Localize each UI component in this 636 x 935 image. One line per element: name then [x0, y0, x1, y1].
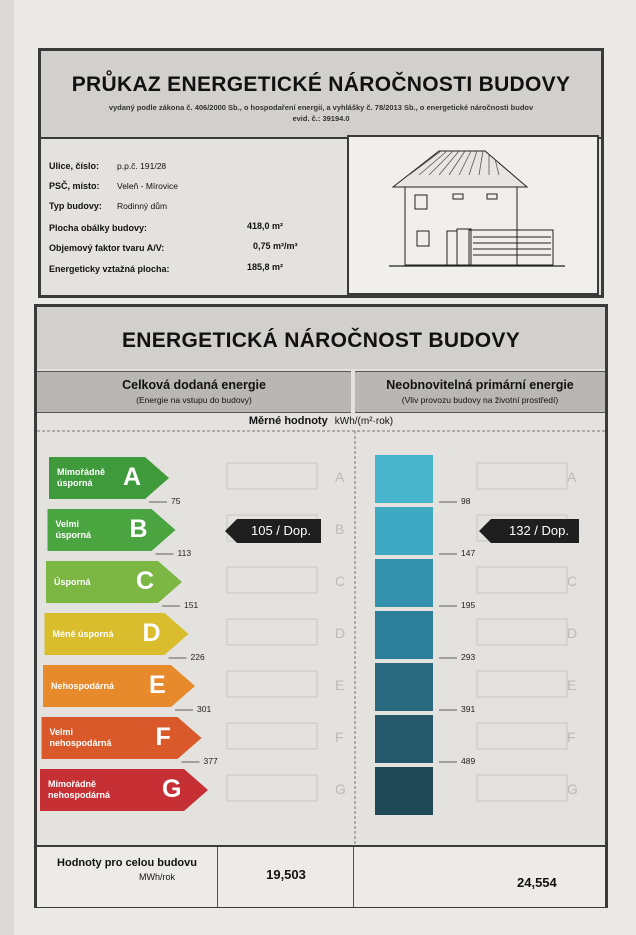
class-desc-e: Nehospodárná	[51, 681, 115, 691]
header-band	[41, 51, 601, 139]
ghost-right-g: G	[567, 781, 578, 797]
class-label-g	[48, 769, 212, 811]
left-threshold-c: 151	[184, 600, 199, 610]
ghost-box	[477, 619, 567, 645]
evidence-number: evid. č.: 39194.0	[292, 114, 350, 123]
certificate-header-box	[38, 48, 604, 298]
primary-energy-bar-g	[375, 767, 433, 815]
scale-graphic	[37, 307, 605, 905]
class-label-e	[51, 665, 199, 707]
rating-indicator-pointer	[225, 519, 237, 543]
class-label-c	[54, 561, 186, 603]
class-letter-c: C	[136, 567, 155, 595]
ghost-box	[227, 567, 317, 593]
right-threshold-e: 391	[461, 704, 476, 714]
left-threshold-a: 75	[171, 496, 181, 506]
primary-energy-bar-b	[375, 507, 433, 555]
class-label-b	[56, 509, 180, 551]
info-label-zip: PSČ, místo:	[49, 181, 100, 191]
certificate-title: PRŮKAZ ENERGETICKÉ NÁROČNOSTI BUDOVY	[71, 73, 571, 96]
ghost-left-a: A	[335, 469, 345, 485]
legal-subtitle: vydaný podle zákona č. 406/2000 Sb., o hospodaření energií, a vyhlášky č. 78/2013 Sb., o energetické náročnosti budov	[108, 103, 534, 112]
info-label-shape-factor: Objemový faktor tvaru A/V:	[49, 243, 165, 253]
ghost-box	[477, 463, 567, 489]
ghost-right-f: F	[567, 729, 576, 745]
info-label-type: Typ budovy:	[49, 201, 102, 211]
info-label-envelope: Plocha obálky budovy:	[49, 223, 148, 233]
totals-left-cell	[219, 847, 354, 907]
class-desc2-f: nehospodárná	[49, 738, 112, 748]
totals-label: Hodnoty pro celou budovu	[57, 857, 197, 869]
primary-energy-bar-e	[375, 663, 433, 711]
left-rating-indicator	[237, 519, 321, 543]
left-column-title: Celková dodaná energie	[122, 378, 266, 392]
ghost-left-b: B	[335, 521, 345, 537]
right-rating-value: 132 / Dop.	[509, 523, 569, 538]
info-value-type: Rodinný dům	[117, 201, 168, 211]
specific-values-unit: kWh/(m²·rok)	[334, 416, 394, 427]
right-threshold-b: 147	[461, 548, 476, 558]
totals-label-cell	[37, 847, 218, 907]
totals-left-value: 19,503	[266, 867, 306, 882]
ghost-box	[227, 463, 317, 489]
ghost-box	[227, 723, 317, 749]
house-drawing-frame	[347, 135, 599, 295]
ghost-box	[477, 671, 567, 697]
class-desc-b: Velmi	[55, 519, 80, 529]
class-desc-c: Úsporná	[54, 577, 91, 587]
ghost-box	[477, 567, 567, 593]
ghost-right-c: C	[567, 573, 578, 589]
specific-values-label: Měrné hodnoty	[248, 415, 328, 427]
primary-energy-bar-f	[375, 715, 433, 763]
class-label-a	[57, 457, 173, 499]
info-label-street: Ulice, číslo:	[49, 161, 100, 171]
ghost-left-g: G	[335, 781, 346, 797]
totals-unit: MWh/rok	[139, 872, 175, 882]
info-value-street: p.p.č. 191/28	[117, 161, 167, 171]
ghost-box	[227, 671, 317, 697]
primary-energy-bar-d	[375, 611, 433, 659]
right-threshold-d: 293	[461, 652, 476, 662]
class-letter-f: F	[155, 723, 171, 751]
class-desc-a: Mimořádně	[57, 467, 106, 477]
class-letter-e: E	[149, 671, 166, 699]
class-desc-d: Méně úsporná	[52, 629, 114, 639]
totals-row	[37, 845, 605, 907]
class-label-f	[50, 717, 206, 759]
ghost-box	[227, 619, 317, 645]
left-threshold-d: 226	[190, 652, 205, 662]
section-title: ENERGETICKÁ NÁROČNOST BUDOVY	[121, 329, 521, 352]
info-value-zip: Veleň - Mírovice	[117, 181, 178, 191]
info-label-area: Energeticky vztažná plocha:	[49, 264, 170, 274]
ghost-left-d: D	[335, 625, 346, 641]
ghost-left-c: C	[335, 573, 346, 589]
class-letter-a: A	[123, 463, 142, 491]
ghost-box	[477, 775, 567, 801]
left-rating-value: 105 / Dop.	[251, 523, 311, 538]
right-threshold-c: 195	[461, 600, 476, 610]
class-desc2-g: nehospodárná	[48, 790, 111, 800]
class-letter-d: D	[142, 619, 161, 647]
left-threshold-f: 377	[203, 756, 218, 766]
rating-indicator-pointer	[479, 519, 491, 543]
class-desc-g: Mimořádně	[48, 779, 97, 789]
house-drawing	[349, 137, 597, 293]
info-value-envelope: 418,0 m²	[247, 221, 284, 231]
ghost-box	[477, 723, 567, 749]
primary-energy-bar-c	[375, 559, 433, 607]
right-threshold-f: 489	[461, 756, 476, 766]
left-threshold-e: 301	[197, 704, 212, 714]
right-rating-indicator	[491, 519, 579, 543]
class-desc-f: Velmi	[49, 727, 74, 737]
ghost-right-e: E	[567, 677, 577, 693]
class-letter-g: G	[162, 775, 182, 803]
totals-right-value: 24,554	[517, 875, 557, 890]
right-column-subtitle: (Vliv provozu budovy na životní prostředí)	[401, 395, 559, 405]
ghost-box	[227, 775, 317, 801]
primary-energy-bar-a	[375, 455, 433, 503]
info-value-area: 185,8 m²	[247, 262, 284, 272]
right-threshold-a: 98	[461, 496, 471, 506]
right-column-title: Neobnovitelná primární energie	[386, 378, 574, 392]
ghost-right-d: D	[567, 625, 578, 641]
energy-performance-box	[34, 304, 608, 908]
ghost-left-f: F	[335, 729, 344, 745]
class-desc2-a: úsporná	[57, 478, 93, 488]
info-value-shape-factor: 0,75 m²/m³	[253, 241, 298, 251]
ghost-right-a: A	[567, 469, 577, 485]
ghost-left-e: E	[335, 677, 345, 693]
class-letter-b: B	[129, 515, 148, 543]
class-desc2-b: úsporná	[55, 530, 92, 540]
left-column-subtitle: (Energie na vstupu do budovy)	[136, 395, 252, 405]
left-threshold-b: 113	[177, 548, 192, 558]
class-label-d	[53, 613, 193, 655]
